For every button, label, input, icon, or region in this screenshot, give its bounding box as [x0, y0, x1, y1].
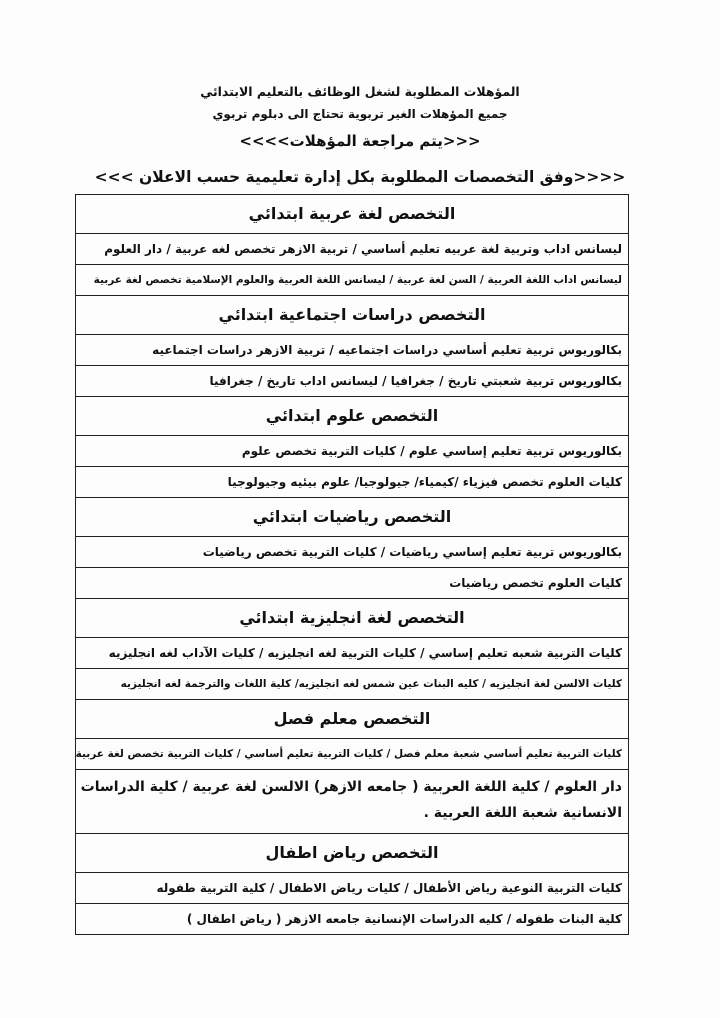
table-row: كلية البنات طفوله / كليه الدراسات الإنسانية جامعه الازهر ( رياض اطفال ): [186, 912, 622, 926]
table-row: كليات العلوم تخصص رياضيات: [76, 568, 628, 599]
doc-title: المؤهلات المطلوبة لشغل الوظائف بالتعليم الابتدائي: [200, 84, 520, 99]
table-row: كليات العلوم تخصص فيزياء /كيمياء/ جيولوجيا/ علوم بيئيه وجيولوجيا: [76, 467, 628, 498]
qualifications-table: [75, 194, 629, 935]
table-row: بكالوريوس تربية تعليم إساسي رياضيات / كليات التربية تخصص رياضيات: [76, 537, 628, 568]
section-title-arabic: التخصص لغة عربية ابتدائي: [76, 195, 628, 234]
review-note: <<<يتم مراجعة المؤهلات>>>>: [239, 132, 481, 150]
doc-subtitle: جميع المؤهلات الغير تربوية تحتاج الى دبلوم تربوي: [212, 107, 508, 121]
table-row: كليات الالسن لغة انجليزيه / كليه البنات عين شمس لغه انجليزيه/ كلية اللغات والترجمة لغه انجليزيه: [76, 669, 628, 700]
announcement-note: <<<<وفق التخصصات المطلوبة بكل إدارة تعليمية حسب الاعلان >>>: [94, 168, 626, 186]
section-title-math: التخصص رياضيات ابتدائي: [76, 498, 628, 537]
table-row: ليسانس اداب اللغة العربية / السن لغة عربية / ليسانس اللغة العربية والعلوم الإسلامية تخصص لغة عربية: [76, 265, 628, 296]
table-row: كليات التربية النوعية رياض الأطفال / كليات رياض الاطفال / كلية التربية طفوله: [76, 873, 628, 904]
table-row: كليات التربية شعبه تعليم إساسي / كليات التربية لغه انجليزيه / كليات الآداب لغه انجليزيه: [76, 638, 628, 669]
table-row: بكالوريوس تربية تعليم أساسي دراسات اجتماعيه / تربية الازهر دراسات اجتماعيه: [76, 335, 628, 366]
section-title-kindergarten: التخصص رياض اطفال: [76, 834, 628, 873]
table-row: بكالوريوس تربية شعبتي تاريخ / جغرافيا / ليسانس اداب تاريخ / جغرافيا: [76, 366, 628, 397]
table-row: ليسانس اداب وتربية لغة عربيه تعليم أساسي / تربية الازهر تخصص لغه عربية / دار العلوم: [76, 234, 628, 265]
section-title-science: التخصص علوم ابتدائي: [76, 397, 628, 436]
table-row: بكالوريوس تربية تعليم إساسي علوم / كليات التربية تخصص علوم: [76, 436, 628, 467]
table-row: دار العلوم / كلية اللغة العربية ( جامعه الازهر) الالسن لغة عربية / كلية الدراسات الانسانية شعبة اللغة العربية .: [76, 770, 628, 834]
section-title-english: التخصص لغة انجليزية ابتدائي: [76, 599, 628, 638]
section-title-social-studies: التخصص دراسات اجتماعية ابتدائي: [76, 296, 628, 335]
section-title-class-teacher: التخصص معلم فصل: [76, 700, 628, 739]
table-row: كليات التربية تعليم أساسي شعبة معلم فصل / كليات التربية تعليم أساسي / كليات التربية تخصص لغة عربية: [76, 739, 628, 770]
